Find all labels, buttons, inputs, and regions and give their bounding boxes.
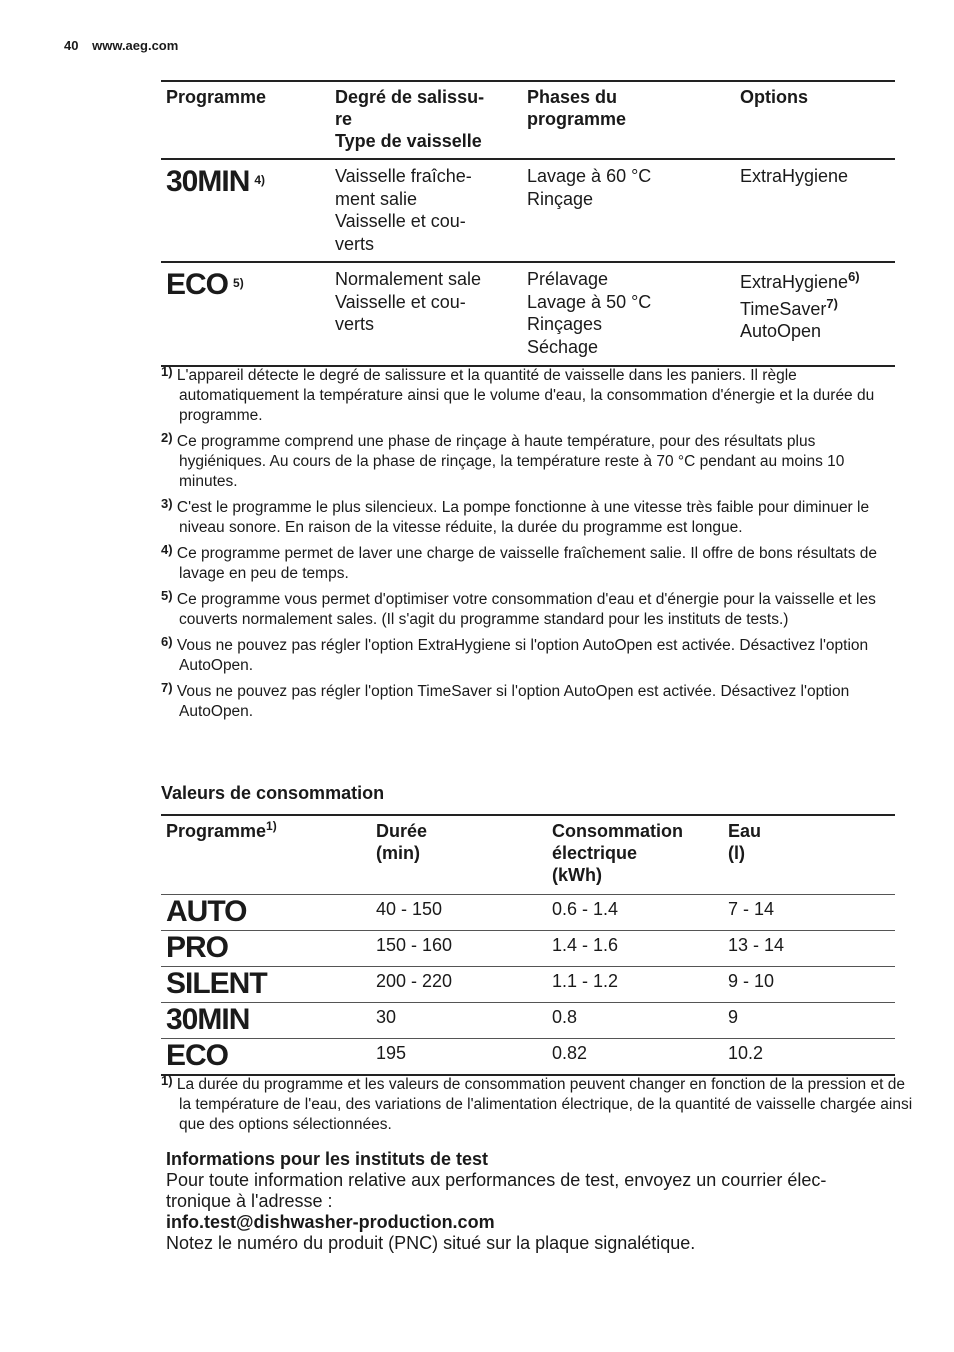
test-info-note: Notez le numéro du produit (PNC) situé sur la plaque signalétique. [166, 1233, 696, 1253]
options-cell [735, 262, 895, 366]
footnote [161, 682, 901, 722]
footnote-number: 7) [161, 680, 173, 695]
page-header [64, 38, 178, 53]
footnote-text: Vous ne pouvez pas régler l'option TimeSaver si l'option AutoOpen est activée. Désactivez l'option AutoOpen. [176, 683, 850, 720]
soil-cell: Vaisselle fraîche- ment salie Vaisselle et cou- verts [330, 159, 522, 262]
energy-cell: 1.4 - 1.6 [547, 931, 723, 967]
footnote-ref: 7) [826, 295, 838, 311]
footnote-text: Ce programme vous permet d'optimiser votre consommation d'eau et d'énergie pour la vaisselle et les couverts normalement sales. (Il s'agit du programme standard pour les instituts de tests.) [176, 591, 876, 628]
phases-cell: Prélavage Lavage à 50 °C Rinçages Séchage [522, 262, 735, 366]
table-row [161, 1039, 895, 1076]
footnotes [161, 366, 901, 728]
test-info-title: Informations pour les instituts de test [166, 1149, 489, 1169]
footnote [161, 366, 901, 426]
water-cell: 7 - 14 [723, 895, 895, 931]
footnote-number: 6) [161, 634, 173, 649]
col-header-water: Eau (l) [723, 815, 895, 895]
page-number: 40 [64, 38, 79, 53]
water-cell: 13 - 14 [723, 931, 895, 967]
footnote-number: 1) [161, 364, 173, 379]
program-name: ECO [166, 268, 229, 301]
energy-cell: 0.8 [547, 1003, 723, 1039]
footnote-number: 3) [161, 496, 173, 511]
duration-cell: 200 - 220 [371, 967, 547, 1003]
program-name: 30MIN [166, 165, 250, 198]
footnote [161, 544, 901, 584]
option-label: ExtraHygiene [740, 272, 849, 292]
footnote-number: 2) [161, 430, 173, 445]
program-name: SILENT [161, 967, 371, 1003]
water-cell: 10.2 [723, 1039, 895, 1076]
footnote [161, 636, 901, 676]
table-row [161, 895, 895, 931]
website-link[interactable]: www.aeg.com [92, 38, 179, 53]
energy-cell: 0.6 - 1.4 [547, 895, 723, 931]
footnote-ref: 4) [254, 173, 266, 187]
footnote-text: L'appareil détecte le degré de salissure et la quantité de vaisselle dans les paniers. Il règle automatiquement la température ainsi que le volume d'eau, la consommation d'énergie et la durée du programme. [176, 367, 875, 424]
footnote-text: Vous ne pouvez pas régler l'option ExtraHygiene si l'option AutoOpen est activée. Désactivez l'option AutoOpen. [176, 637, 869, 674]
col-header-programme [161, 815, 371, 895]
col-header-soil: Degré de salissu- re Type de vaisselle [330, 81, 522, 159]
consumption-table-header [161, 815, 895, 895]
duration-cell: 40 - 150 [371, 895, 547, 931]
option-label: TimeSaver [740, 298, 827, 319]
table-row [161, 159, 895, 262]
program-name: 30MIN [161, 1003, 371, 1039]
footnote-text: Ce programme permet de laver une charge de vaisselle fraîchement salie. Il offre de bons résultats de lavage en peu de temps. [176, 545, 878, 582]
footnote-ref: 6) [848, 269, 860, 284]
option-label: AutoOpen [740, 321, 822, 341]
col-header-duration: Durée (min) [371, 815, 547, 895]
table-row [161, 967, 895, 1003]
water-cell: 9 - 10 [723, 967, 895, 1003]
program-name: ECO [161, 1039, 371, 1076]
consumption-table [161, 814, 895, 1076]
col-header-programme: Programme [161, 81, 330, 159]
program-table [161, 80, 895, 367]
test-info-email[interactable]: info.test@dishwasher-production.com [166, 1212, 495, 1232]
footnote-text: Ce programme comprend une phase de rinçage à haute température, pour des résultats plus hygiéniques. Au cours de la phase de rinçage, la température reste à 70 °C pendant au moins 10 minutes. [176, 433, 845, 490]
option-label: ExtraHygiene [740, 166, 849, 186]
duration-cell: 30 [371, 1003, 547, 1039]
water-cell: 9 [723, 1003, 895, 1039]
section-title: Valeurs de consommation [161, 783, 385, 803]
footnote [161, 498, 901, 538]
program-name: AUTO [161, 895, 371, 931]
table-row [161, 262, 895, 366]
program-table-header [161, 81, 895, 159]
options-cell [735, 159, 895, 262]
consumption-footnote [161, 1075, 919, 1135]
header-label: Programme [166, 821, 267, 841]
footnote-ref: 1) [266, 819, 277, 833]
footnote-number: 4) [161, 542, 173, 557]
footnote-number: 1) [161, 1073, 173, 1088]
test-info-text: Pour toute information relative aux performances de test, envoyez un courrier élec- tronique à l'adresse : [166, 1170, 827, 1211]
footnote-ref: 5) [233, 276, 244, 290]
program-cell [161, 262, 330, 366]
program-name: PRO [161, 931, 371, 967]
phases-cell: Lavage à 60 °C Rinçage [522, 159, 735, 262]
col-header-options: Options [735, 81, 895, 159]
col-header-phases: Phases du programme [522, 81, 735, 159]
col-header-energy: Consommation électrique (kWh) [547, 815, 723, 895]
footnote-number: 5) [161, 588, 173, 603]
table-row [161, 1003, 895, 1039]
duration-cell: 195 [371, 1039, 547, 1076]
table-row [161, 931, 895, 967]
footnote-text: C'est le programme le plus silencieux. La pompe fonctionne à une vitesse très faible pour diminuer le niveau sonore. En raison de la vitesse réduite, la durée du programme est longue. [176, 499, 870, 536]
footnote-text: La durée du programme et les valeurs de consommation peuvent changer en fonction de la pression et de la température de l'eau, des variations de l'alimentation électrique, de la quantité de vaisselle chargée ainsi que des options sélectionnées. [176, 1076, 913, 1133]
duration-cell: 150 - 160 [371, 931, 547, 967]
soil-cell: Normalement sale Vaisselle et cou- verts [330, 262, 522, 366]
energy-cell: 1.1 - 1.2 [547, 967, 723, 1003]
test-info [166, 1149, 886, 1254]
program-cell [161, 159, 330, 262]
energy-cell: 0.82 [547, 1039, 723, 1076]
footnote [161, 432, 901, 492]
footnote [161, 590, 901, 630]
